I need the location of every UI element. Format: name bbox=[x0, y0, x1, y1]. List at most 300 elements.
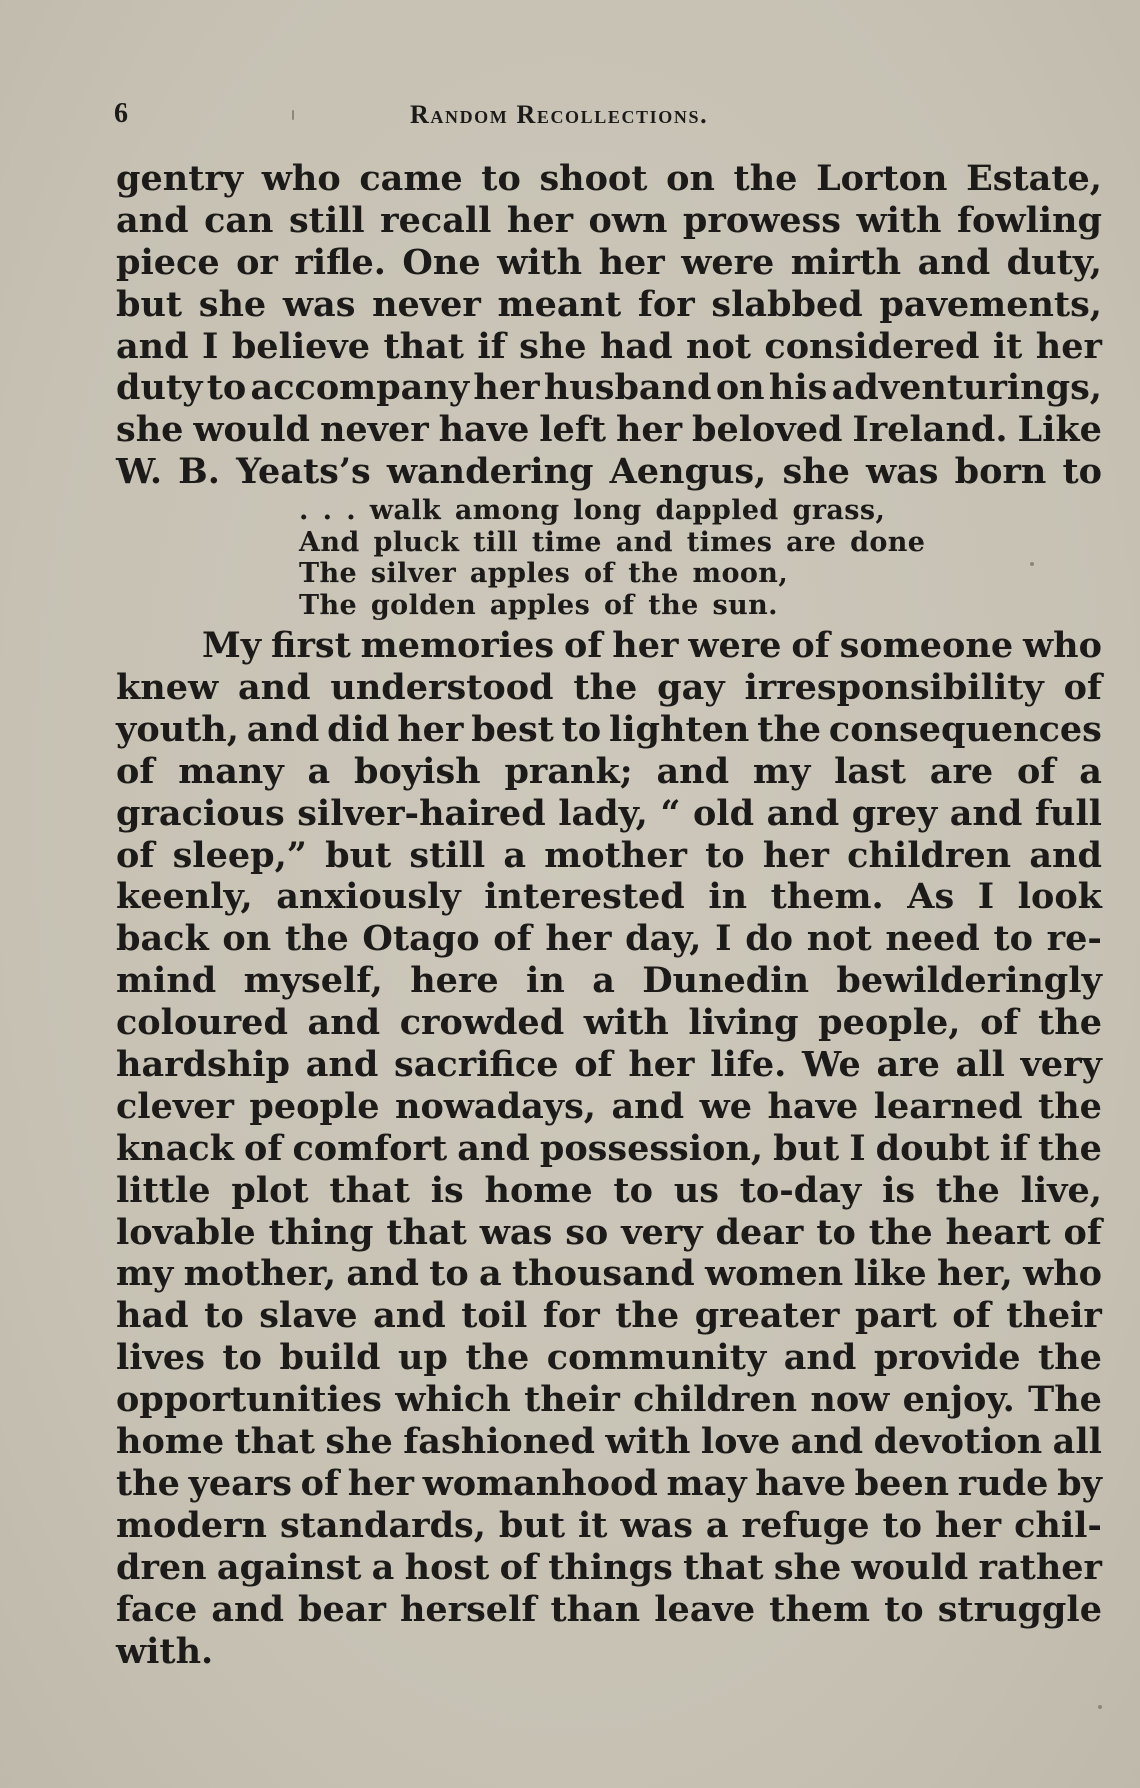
word: hardship bbox=[116, 1044, 290, 1086]
word: crowded bbox=[399, 1002, 565, 1044]
word: mind bbox=[116, 960, 217, 1002]
word: that bbox=[683, 1546, 764, 1588]
word: a bbox=[307, 750, 331, 792]
word: learned bbox=[873, 1085, 1023, 1127]
word: of bbox=[1063, 1211, 1102, 1253]
word: live, bbox=[1020, 1169, 1102, 1211]
word: which bbox=[395, 1379, 511, 1421]
word: refuge bbox=[741, 1504, 870, 1546]
word: have bbox=[438, 409, 530, 451]
word: and bbox=[656, 750, 730, 792]
word: home bbox=[484, 1169, 593, 1211]
word: if bbox=[999, 1127, 1028, 1169]
word: husband bbox=[543, 367, 712, 409]
word: with. bbox=[116, 1630, 214, 1672]
word: My bbox=[202, 625, 262, 667]
word: a bbox=[371, 1546, 395, 1588]
word: on bbox=[222, 918, 272, 960]
word: are bbox=[876, 1044, 940, 1086]
word: to bbox=[561, 708, 602, 750]
word: is bbox=[882, 1169, 916, 1211]
word: look bbox=[1017, 876, 1102, 918]
word: build bbox=[279, 1337, 381, 1379]
word: and bbox=[305, 1044, 379, 1086]
word: her bbox=[1035, 325, 1102, 367]
word: of bbox=[116, 834, 155, 876]
word: the bbox=[1038, 1085, 1102, 1127]
word: bewilderingly bbox=[836, 960, 1102, 1002]
word: to bbox=[481, 158, 521, 199]
word: their bbox=[524, 1379, 620, 1421]
word: and bbox=[116, 199, 189, 241]
word: dren bbox=[116, 1546, 207, 1588]
paper-mark bbox=[292, 110, 294, 120]
word: her bbox=[612, 625, 679, 667]
word: can bbox=[204, 199, 274, 241]
word: own bbox=[588, 199, 668, 241]
word: women bbox=[705, 1253, 844, 1295]
word: first bbox=[271, 625, 351, 667]
word: leave bbox=[654, 1588, 756, 1630]
paper-speck bbox=[1098, 1705, 1102, 1709]
word: a bbox=[503, 834, 527, 876]
text-line bbox=[116, 409, 1102, 451]
word: rifle. bbox=[294, 241, 386, 283]
text-line bbox=[116, 1295, 1102, 1337]
word: of bbox=[791, 625, 830, 667]
word: I bbox=[715, 918, 732, 960]
verse-line: . . . walk among long dappled grass, bbox=[299, 495, 886, 527]
word: a bbox=[705, 1504, 729, 1546]
word: old bbox=[692, 792, 755, 834]
text-line bbox=[116, 1505, 1102, 1547]
word: prank; bbox=[504, 750, 633, 792]
word: who bbox=[261, 158, 341, 199]
paper-speck bbox=[1030, 562, 1034, 566]
word: to bbox=[884, 1588, 924, 1630]
word: considered bbox=[764, 325, 980, 367]
text-line bbox=[116, 918, 1102, 960]
word: pavements, bbox=[879, 283, 1102, 325]
word: of bbox=[499, 1546, 538, 1588]
text-line bbox=[116, 1044, 1102, 1086]
word: her bbox=[347, 1462, 414, 1504]
word: to bbox=[816, 1211, 856, 1253]
text-line bbox=[116, 451, 1102, 493]
word: my bbox=[116, 1253, 174, 1295]
word: but bbox=[498, 1504, 565, 1546]
word: people, bbox=[818, 1002, 961, 1044]
word: a bbox=[479, 1253, 502, 1295]
word: to bbox=[613, 1169, 653, 1211]
word: full bbox=[1034, 792, 1102, 834]
word: Like bbox=[1017, 409, 1102, 451]
word: back bbox=[116, 918, 209, 960]
word: to bbox=[882, 1504, 922, 1546]
word: grey bbox=[851, 792, 938, 834]
word: she bbox=[198, 283, 267, 325]
word: mirth bbox=[790, 241, 902, 283]
word: that bbox=[329, 1169, 410, 1211]
word: the bbox=[935, 1169, 1000, 1211]
word: very bbox=[1020, 1044, 1102, 1086]
word: came bbox=[359, 158, 463, 199]
word: but bbox=[116, 283, 183, 325]
text-line bbox=[116, 793, 1102, 835]
text-line bbox=[202, 625, 1102, 667]
word: We bbox=[802, 1044, 861, 1086]
word: fashioned bbox=[403, 1421, 595, 1463]
word: it bbox=[577, 1504, 608, 1546]
text-line bbox=[116, 1463, 1102, 1505]
word: all bbox=[1052, 1421, 1102, 1463]
word: Dunedin bbox=[642, 960, 810, 1002]
word: her bbox=[762, 834, 829, 876]
word: born bbox=[954, 451, 1047, 493]
word: greater bbox=[694, 1295, 840, 1337]
word: who bbox=[1023, 625, 1102, 667]
word: prowess bbox=[682, 199, 841, 241]
word: re- bbox=[1046, 918, 1102, 960]
word: comfort bbox=[292, 1127, 448, 1169]
body-text bbox=[116, 158, 1102, 1672]
word: not bbox=[686, 325, 751, 367]
word: my bbox=[752, 750, 811, 792]
paragraph-1 bbox=[116, 158, 1102, 493]
word: was bbox=[620, 1504, 693, 1546]
word: and bbox=[790, 1421, 864, 1463]
word: sleep,” bbox=[172, 834, 307, 876]
word: her bbox=[598, 241, 665, 283]
word: have bbox=[755, 1462, 846, 1504]
word: chil- bbox=[1014, 1504, 1102, 1546]
word: and bbox=[766, 792, 840, 834]
word: slave bbox=[259, 1295, 358, 1337]
word: nowadays, bbox=[395, 1085, 596, 1127]
word: possession, bbox=[539, 1127, 764, 1169]
word: and bbox=[237, 667, 311, 709]
word: have bbox=[767, 1085, 859, 1127]
word: them bbox=[769, 1588, 871, 1630]
word: their bbox=[1006, 1295, 1102, 1337]
word: Ireland. bbox=[852, 409, 1008, 451]
word: she bbox=[782, 451, 850, 493]
word: Lorton bbox=[816, 158, 948, 199]
text-line bbox=[116, 1337, 1102, 1379]
word: meant bbox=[497, 283, 622, 325]
word: for bbox=[542, 1295, 600, 1337]
word: womanhood bbox=[422, 1462, 658, 1504]
word: the bbox=[868, 1211, 933, 1253]
word: that bbox=[383, 325, 464, 367]
word: provide bbox=[873, 1337, 1021, 1379]
word: lady, bbox=[558, 792, 648, 834]
word: the bbox=[116, 1462, 180, 1504]
word: was bbox=[479, 1211, 553, 1253]
word: were bbox=[681, 241, 775, 283]
word: we bbox=[699, 1085, 752, 1127]
word: anxiously bbox=[276, 876, 461, 918]
word: mother bbox=[544, 834, 687, 876]
word: and bbox=[949, 792, 1023, 834]
text-line bbox=[116, 709, 1102, 751]
word: like bbox=[853, 1253, 927, 1295]
text-line bbox=[116, 158, 1102, 200]
word: so bbox=[565, 1211, 609, 1253]
text-line bbox=[116, 1086, 1102, 1128]
word: standards, bbox=[279, 1504, 486, 1546]
word: devotion bbox=[873, 1421, 1043, 1463]
word: us bbox=[673, 1169, 719, 1211]
word: very bbox=[621, 1211, 703, 1253]
text-line bbox=[116, 367, 1102, 409]
text-line bbox=[116, 1547, 1102, 1589]
word: in bbox=[708, 876, 748, 918]
word: knew bbox=[116, 667, 219, 709]
verse-line: The golden apples of the sun. bbox=[299, 589, 778, 621]
word: would bbox=[193, 409, 311, 451]
word: with bbox=[497, 241, 583, 283]
word: Aengus, bbox=[609, 451, 767, 493]
word: fowling bbox=[956, 199, 1102, 241]
word: I bbox=[849, 1127, 866, 1169]
word: believe bbox=[231, 325, 371, 367]
word: but bbox=[773, 1127, 840, 1169]
word: face bbox=[116, 1588, 198, 1630]
word: herself bbox=[399, 1588, 537, 1630]
word: best bbox=[471, 708, 554, 750]
word: and bbox=[611, 1085, 685, 1127]
word: of bbox=[300, 1462, 340, 1504]
word: do bbox=[745, 918, 794, 960]
word: a bbox=[1079, 750, 1102, 792]
word: thing bbox=[268, 1211, 374, 1253]
word: on bbox=[715, 367, 765, 409]
word: and bbox=[246, 708, 320, 750]
word: many bbox=[178, 750, 284, 792]
word: The bbox=[1028, 1379, 1102, 1421]
word: up bbox=[397, 1337, 448, 1379]
word: for bbox=[637, 283, 695, 325]
word: may bbox=[666, 1462, 747, 1504]
word: would bbox=[851, 1546, 969, 1588]
word: myself, bbox=[243, 960, 383, 1002]
word: with bbox=[605, 1421, 691, 1463]
word: interested bbox=[484, 876, 685, 918]
word: never bbox=[372, 283, 481, 325]
running-head: Random Recollections. bbox=[410, 100, 709, 129]
text-line bbox=[116, 242, 1102, 284]
word: people bbox=[249, 1085, 380, 1127]
word: irresponsibility bbox=[744, 667, 1044, 709]
word: lives bbox=[116, 1337, 205, 1379]
word: struggle bbox=[937, 1588, 1102, 1630]
word: I bbox=[202, 325, 219, 367]
word: it bbox=[992, 325, 1023, 367]
text-line bbox=[116, 960, 1102, 1002]
paragraph-2 bbox=[116, 625, 1102, 1672]
word: by bbox=[1057, 1462, 1102, 1504]
word: the bbox=[1038, 1337, 1102, 1379]
text-line bbox=[116, 835, 1102, 877]
word: is bbox=[430, 1169, 464, 1211]
word: she bbox=[116, 409, 184, 451]
text-line bbox=[116, 667, 1102, 709]
word: children bbox=[633, 1379, 798, 1421]
word: I bbox=[977, 876, 995, 918]
word: of bbox=[574, 1044, 613, 1086]
text-line bbox=[116, 1631, 1102, 1673]
word: beloved bbox=[692, 409, 843, 451]
word: she bbox=[519, 325, 587, 367]
text-line bbox=[116, 1170, 1102, 1212]
word: all bbox=[955, 1044, 1005, 1086]
word: and bbox=[917, 241, 991, 283]
word: to bbox=[206, 367, 247, 409]
text-line bbox=[116, 1212, 1102, 1254]
text-line bbox=[116, 284, 1102, 326]
word: home bbox=[116, 1421, 225, 1463]
word: and bbox=[346, 1253, 419, 1295]
word: opportunities bbox=[116, 1379, 382, 1421]
word: consequences bbox=[828, 708, 1102, 750]
word: lighten bbox=[608, 708, 750, 750]
word: that bbox=[386, 1211, 467, 1253]
word: the bbox=[757, 708, 822, 750]
word: heart bbox=[945, 1211, 1051, 1253]
word: coloured bbox=[116, 1002, 288, 1044]
word: the bbox=[615, 1295, 680, 1337]
word: had bbox=[116, 1295, 189, 1337]
word: gay bbox=[657, 667, 725, 709]
word: the bbox=[733, 158, 798, 199]
word: and bbox=[373, 1295, 446, 1337]
word: Yeats’s bbox=[236, 451, 371, 493]
word: understood bbox=[330, 667, 554, 709]
word: knack bbox=[116, 1127, 234, 1169]
word: slabbed bbox=[711, 283, 863, 325]
word: of bbox=[1063, 667, 1102, 709]
text-line bbox=[116, 200, 1102, 242]
word: been bbox=[854, 1462, 950, 1504]
word: Estate, bbox=[966, 158, 1102, 199]
word: love bbox=[700, 1421, 781, 1463]
word: enjoy. bbox=[902, 1379, 1015, 1421]
word: years bbox=[188, 1462, 292, 1504]
word: and bbox=[457, 1127, 530, 1169]
word: and bbox=[307, 1002, 381, 1044]
word: his bbox=[768, 367, 828, 409]
word: little bbox=[116, 1169, 211, 1211]
word: not bbox=[806, 918, 872, 960]
word: W. bbox=[116, 451, 163, 493]
word: are bbox=[929, 750, 994, 792]
word: plot bbox=[231, 1169, 309, 1211]
word: things bbox=[548, 1546, 673, 1588]
word: life. bbox=[710, 1044, 787, 1086]
word: left bbox=[539, 409, 607, 451]
word: last bbox=[834, 750, 906, 792]
word: her bbox=[934, 1504, 1002, 1546]
word: or bbox=[236, 241, 278, 283]
word: still bbox=[409, 834, 486, 876]
word: against bbox=[216, 1546, 362, 1588]
word: someone bbox=[839, 625, 1014, 667]
word: than bbox=[550, 1588, 641, 1630]
word: keenly, bbox=[116, 876, 253, 918]
page-header bbox=[114, 98, 1014, 138]
word: dear bbox=[715, 1211, 804, 1253]
text-line bbox=[116, 1421, 1102, 1463]
word: to bbox=[705, 834, 745, 876]
word: children bbox=[847, 834, 1012, 876]
word: never bbox=[319, 409, 429, 451]
word: As bbox=[907, 876, 955, 918]
word: living bbox=[688, 1002, 799, 1044]
word: them. bbox=[770, 876, 884, 918]
word: clever bbox=[116, 1085, 234, 1127]
word: host bbox=[404, 1546, 490, 1588]
word: she bbox=[325, 1421, 393, 1463]
text-line bbox=[116, 876, 1102, 918]
word: on bbox=[666, 158, 715, 199]
word: were bbox=[688, 625, 782, 667]
word: the bbox=[284, 918, 349, 960]
word: of bbox=[116, 750, 155, 792]
word: the bbox=[573, 667, 638, 709]
word: that bbox=[234, 1421, 315, 1463]
word: in bbox=[526, 960, 565, 1002]
word: accompany bbox=[250, 367, 470, 409]
word: her, bbox=[936, 1253, 1013, 1295]
word: mother, bbox=[183, 1253, 337, 1295]
word: had bbox=[599, 325, 673, 367]
word: day, bbox=[625, 918, 702, 960]
text-line bbox=[116, 326, 1102, 368]
text-line bbox=[116, 1128, 1102, 1170]
word: duty, bbox=[1006, 241, 1102, 283]
word: modern bbox=[116, 1504, 268, 1546]
word: the bbox=[1038, 1127, 1102, 1169]
word: her bbox=[397, 708, 464, 750]
word: now bbox=[810, 1379, 890, 1421]
word: if bbox=[477, 325, 506, 367]
word: community bbox=[546, 1337, 767, 1379]
word: youth, bbox=[116, 708, 239, 750]
verse-line: The silver apples of the moon, bbox=[299, 558, 789, 590]
verse-line: And pluck till time and times are done bbox=[299, 526, 926, 558]
word: gracious bbox=[116, 792, 285, 834]
word: who bbox=[1023, 1253, 1102, 1295]
word: did bbox=[327, 708, 390, 750]
word: of bbox=[563, 625, 603, 667]
word: sacrifice bbox=[394, 1044, 559, 1086]
word: shoot bbox=[539, 158, 648, 199]
word: her bbox=[545, 918, 612, 960]
word: need bbox=[885, 918, 980, 960]
word: adventurings, bbox=[831, 367, 1102, 409]
word: boyish bbox=[354, 750, 481, 792]
word: Otago bbox=[362, 918, 480, 960]
word: to bbox=[204, 1295, 244, 1337]
word: the bbox=[465, 1337, 530, 1379]
word: gentry bbox=[116, 158, 244, 199]
word: was bbox=[282, 283, 356, 325]
word: bear bbox=[298, 1588, 386, 1630]
word: One bbox=[402, 241, 481, 283]
word: here bbox=[410, 960, 499, 1002]
word: with bbox=[856, 199, 942, 241]
